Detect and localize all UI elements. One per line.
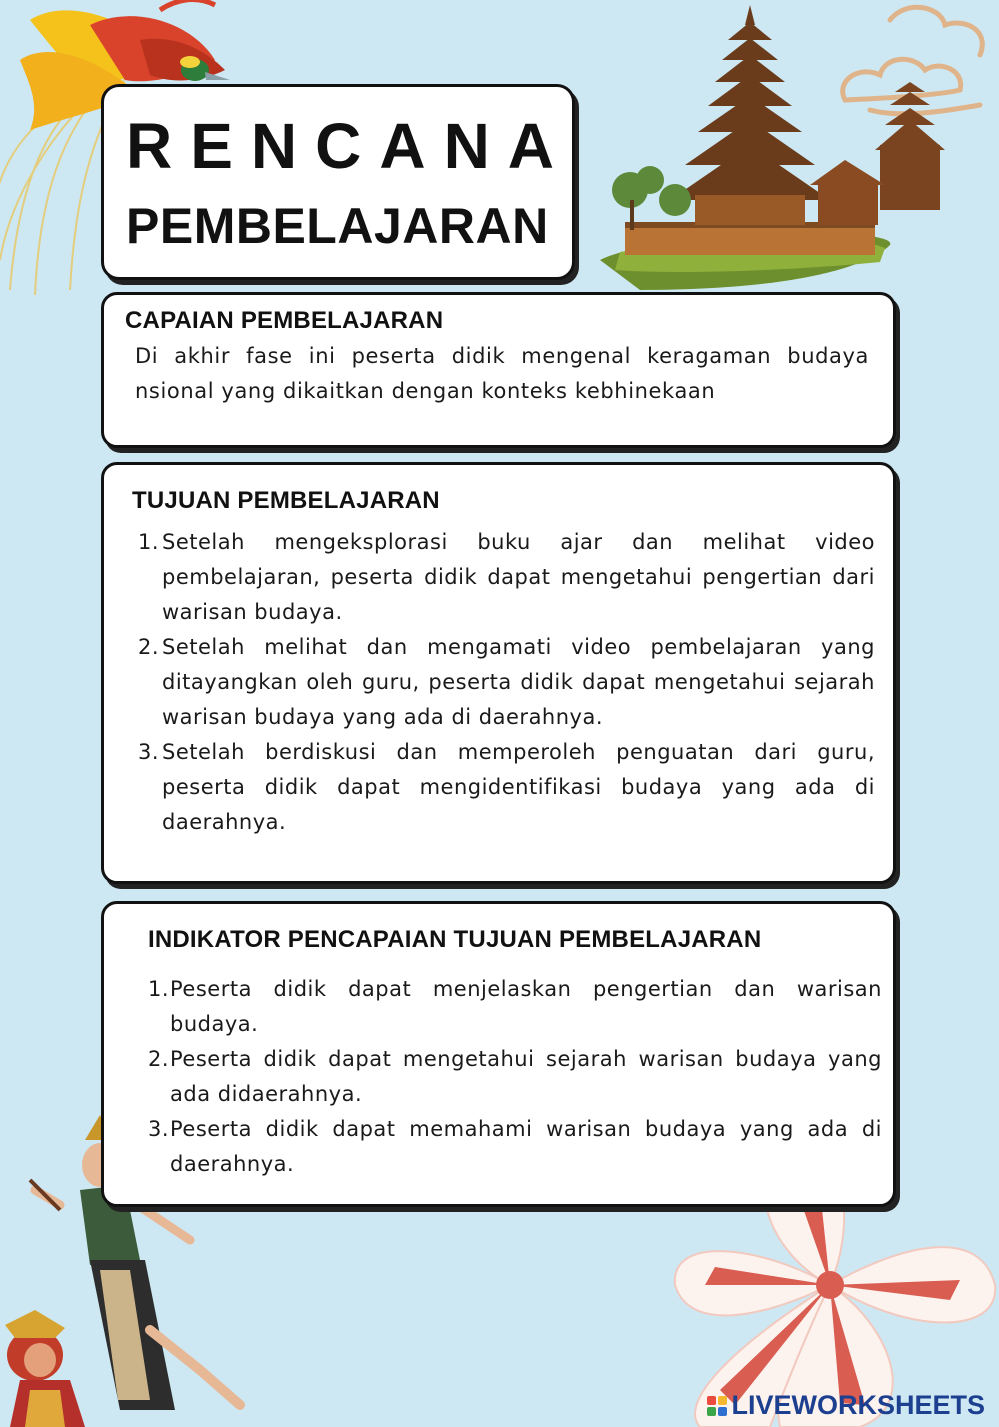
indikator-card [101,901,896,1207]
list-item [148,1112,882,1182]
tujuan-heading: TUJUAN PEMBELAJARAN [132,487,440,514]
list-item-text: Peserta didik dapat mengetahui sejarah warisan budaya yang ada didaerahnya. [170,1047,882,1106]
capaian-card [101,292,896,448]
indikator-list [148,972,882,1182]
list-item-number: 1. [148,977,170,1001]
liveworksheets-logo[interactable] [707,1390,985,1421]
list-item-text: Peserta didik dapat memahami warisan budaya yang ada di daerahnya. [170,1117,882,1176]
list-item-number: 2. [138,635,160,659]
bali-temple-icon [600,0,985,290]
tujuan-card [101,462,896,884]
list-item [148,972,882,1042]
list-item-number: 3. [148,1117,170,1141]
liveworksheets-logo-icon [707,1396,727,1416]
list-item [138,630,875,735]
page-subtitle: PEMBELAJARAN [126,198,549,254]
page-title: RENCANA [126,110,572,182]
list-item-text: Setelah melihat dan mengamati video pembelajaran yang ditayangkan oleh guru, peserta didik dapat mengetahui sejarah warisan budaya yang ada di daerahnya. [162,635,875,729]
list-item-text: Setelah berdiskusi dan memperoleh penguatan dari guru, peserta didik dapat mengidentifikasi budaya yang ada di daerahnya. [162,740,875,834]
list-item-number: 2. [148,1047,170,1071]
list-item [138,525,875,630]
list-item-text: Setelah mengeksplorasi buku ajar dan melihat video pembelajaran, peserta didik dapat mengetahui pengertian dari warisan budaya. [162,530,875,624]
tujuan-list [138,525,875,840]
list-item-text: Peserta didik dapat menjelaskan pengertian dan warisan budaya. [170,977,882,1036]
indikator-heading: INDIKATOR PENCAPAIAN TUJUAN PEMBELAJARAN [148,926,762,953]
brand-text: LIVEWORKSHEETS [731,1390,985,1420]
title-card [101,84,575,280]
list-item [138,735,875,840]
capaian-text: Di akhir fase ini peserta didik mengenal keragaman budaya nsional yang dikaitkan dengan konteks kebhinekaan [135,344,869,403]
list-item-number: 1. [138,530,160,554]
list-item-number: 3. [138,740,160,764]
capaian-heading: CAPAIAN PEMBELAJARAN [125,307,444,334]
list-item [148,1042,882,1112]
